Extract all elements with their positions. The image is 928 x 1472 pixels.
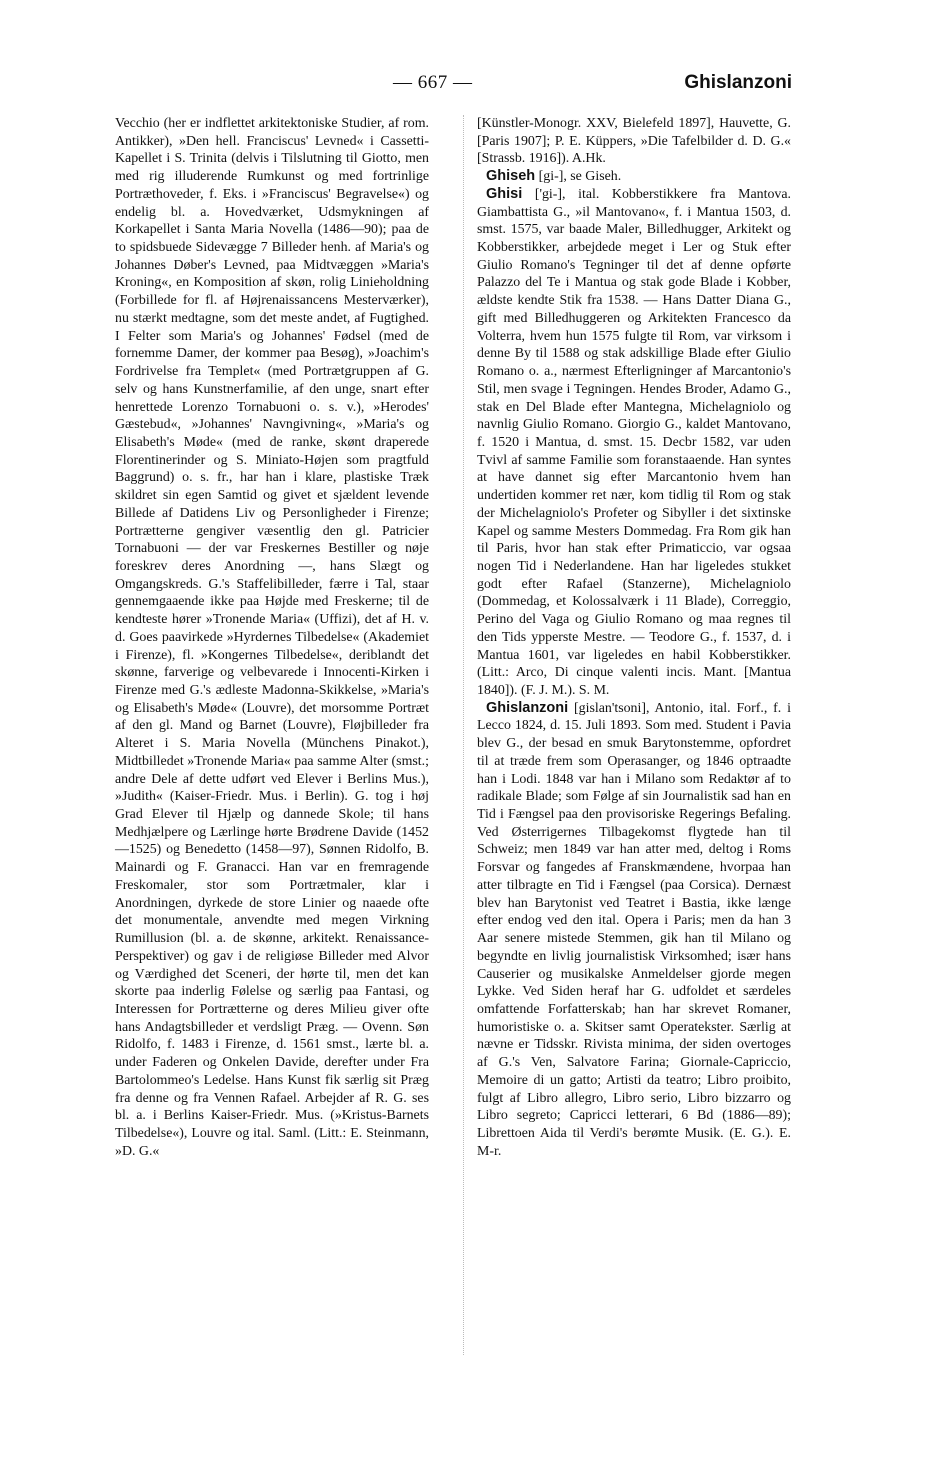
entry-body: [gislan'tsoni], Antonio, ital. Forf., f. i Lecco 1824, d. 15. Juli 1893. Som med. Student i Pavia blev G., der besad en smuk Barytonstemme, opfordret til at træde frem som Operasanger, og 1846 optraadte han i Lodi. 1848 var han i Milano som Redaktør af to radikale Blade; som Følge af sin Journalistik sad han en Tid i Fængsel paa den provisoriske Regerings Befaling. Ved Østerrigernes Tilbagekomst flygtede han til Schweiz; men 1849 var han atter med, deltog i Roms Forsvar og fangedes af Franskmændene, hvorpaa han atter tilbragte en Tid i Fængsel (paa Corsica). Dernæst blev han Barytonist ved Teatret i Bastia, ikke længe efter endog ved den ital. Opera i Paris; men da han 3 Aar senere mistede Stemmen, gik han til Milano og begyndte en livlig journalistisk Virksomhed; især hans Causerier og musikalske Anmeldelser gjorde megen Lykke. Ved Siden heraf har G. udfoldet et særdeles omfattende Forfatterskab; han har skrevet Romaner, humoristiske o. a. Skitser samt Operatekster. Særlig at nævne er Tidsskr. Rivista minima, der siden overtoges af G.'s Ven, Salvatore Farina; Giornale-Capriccio, Memoire di un gatto; Artisti da teatro; Libro proibito, fulgt af Libro allegro, Libro serio, Libro bizzarro og Libro segreto; Capricci letterari, 6 Bd (1886—89); Librettoen Aida til Verdi's berømte Musik. (E. G.). E. M-r.	[477, 700, 791, 1159]
entry-headword: Ghisi	[486, 185, 523, 202]
column-divider	[463, 115, 464, 1355]
entry-body: [gi-], se Giseh.	[538, 169, 622, 185]
left-column	[115, 115, 429, 1160]
page-number: — 667 —	[393, 72, 473, 93]
page-header	[120, 72, 792, 102]
left-column-text: Vecchio (her er indflettet arkitektoniske Studier, af rom. Antikker), »Den hell. Franciscus' Levned« i Cassetti-Kapellet i S. Trinita (delvis i Tilslutning til Giotto, men med rig illuderende Rumkunst og med fortrinlige Portræthoveder, f. Eks. i »Franciscus' Begravelse«) og endelig bl. a. Hovedværket, Udsmykningen af Korkapellet i Santa Maria Novella (1486—90); paa de to spidsbuede Sidevægge 7 Billeder henh. af Maria's og Johannes Døber's Levned, paa Midtvæggen »Maria's Kroning«, en Komposition af skøn, rolig Linieholdning (Forbillede for fl. af Højrenaissancens Mesterværker), nu stærkt medtagne, som det meste andet, af Fugtighed. I Felter som Maria's og Johannes' Fødsel (med de fornemme Damer, der kommer paa Besøg), »Joachim's Fordrivelse fra Templet« (med Portrætgruppen af G. selv og hans Kunstnerfamilie, af den unge, snart efter henrettede Lorenzo Tornabuoni o. s. v.), »Herodes' Gæstebud«, »Johannes' Navngivning«, »Maria's og Elisabeth's Møde« (med de ranke, skønt draperede Florentinerinder og S. Miniato-Højen som pragtfuld Baggrund) o. s. fr., har han i klare, plastiske Træk skildret sin egen Samtid og givet et sjældent levende Billede af Datidens Liv og Personligheder i Firenze; Portrætterne gengiver væsentlig den gl. Patricier Tornabuoni — der var Freskernes Bestiller og nøje foreskrev deres Anordning —, hans Slægt og Omgangskreds. G.'s Staffelibilleder, færre i Tal, staar gennemgaaende ikke paa Højde med Freskerne; til de kendteste hører »Tronende Maria« (Uffizi), det af H. v. d. Goes paavirkede »Hyrdernes Tilbedelse« (Akademiet i Firenze), fl. »Kongernes Tilbedelse«, deriblandt det skønne, farverige og velbevarede i Innocenti-Kirken i Firenze med G.'s ædleste Madonna-Skikkelse, »Maria's og Elisabeth's Møde« (Louvre), det morsomme Portræt af den gl. Mand og Barnet (Louvre), Fløjbilleder fra Alteret i S. Maria Novella (Münchens Pinakot.), Midtbilledet »Tronende Maria« paa samme Alter (smst.; andre Dele af dette udført ved Elever i Berlins Mus.), »Judith« (Kaiser-Friedr. Mus. i Berlin). G. tog i høj Grad Elever til Hjælp og dannede Skole; til hans Medhjælpere og Lærlinge hørte Brødrene Davide (1452—1525) og Benedetto (1458—97), Sønnen Ridolfo, B. Mainardi og F. Granacci. Han var en fremragende Freskomaler, stor som Portrætmaler, klar i Anordningen, dyrkede de store Linier og naaede ofte det monumentale, anvendte med megen Virkning Rumillusion (bl. a. de skønne, arkitekt. Renaissance-Perspektiver) og gav i de religiøse Billeder med Alvor og Værdighed det Sceneri, der hørte til, men det kan skorte paa inderlig Følelse og særlig paa Fantasi, og Interessen for Portrætterne og deres Milieu giver ofte hans Andagtsbilleder et verdsligt Præg. — Ovenn. Søn Ridolfo, f. 1483 i Firenze, d. 1561 smst., lærte bl. a. under Faderen og Onkelen Davide, derefter under Fra Bartolommeo's Ledelse. Hans Kunst fik særlig sit Præg fra denne og fra Vennen Rafael. Arbejder af R. G. ses bl. a. i Berlins Kaiser-Friedr. Mus. (»Kristus-Barnets Tilbedelse«), Louvre og ital. Saml. (Litt.: E. Steinmann, »D. G.«	[115, 116, 429, 1159]
continuation-text: [Künstler-Monogr. XXV, Bielefeld 1897], Hauvette, G. [Paris 1907]; P. E. Küppers, »Die Tafelbilder d. D. G.« [Strassb. 1916]). A.Hk.	[477, 116, 791, 167]
running-head: Ghislanzoni	[684, 72, 792, 93]
right-column	[477, 115, 791, 1160]
entry-ghisi	[477, 186, 791, 700]
entry-ghiseh	[477, 168, 791, 186]
entry-headword: Ghislanzoni	[486, 699, 569, 716]
entry-body: ['gi-], ital. Kobberstikkere fra Mantova. Giambattista G., »il Mantovano«, f. i Mantua 1503, d. smst. 1575, var baade Maler, Billedhugger, Arkitekt og Kobberstikker, arbejdede meget i Ler og Stuk efter Giulio Romano's Tegninger til det af denne opførte Palazzo del Te i Mantua og stak gode Blade i Kobber, ældste kendte Stik fra 1538. — Hans Datter Diana G., gift med Billedhuggeren og Arkitekten Francesco da Volterra, hvem hun 1575 fulgte til Rom, var virksom i denne By til 1588 og stak adskillige Blade efter Giulio Romano o. a., nærmest Efterligninger af Marcantonio's Stil, men svage i Tegningen. Hendes Broder, Adamo G., stak en Del Blade efter Mantegna, Michelagniolo og navnlig Giulio Romano. Giorgio G., kaldet Mantovano, f. 1520 i Mantua, d. smst. 15. Decbr 1582, var uden Tvivl af samme Familie som foranstaaende. Han syntes at have dannet sig efter Marcantonio hvem han undertiden kommer ret nær, kom tidlig til Rom og stak der Michelagniolo's Profeter og Sibyller i det sixtinske Kapel og samme Mesters Dommedag. Fra Rom gik han til Paris, hvor han stak efter Primaticcio, var ogsaa nogen Tid i Nederlandene. Han har ligeledes stukket godt efter Rafael (Stanzerne), Michelagniolo (Dommedag, et Kolossalværk i 11 Blade), Correggio, Perino del Vaga og Giulio Romano og maa regnes til den Tids ypperste Mestre. — Teodore G., f. 1537, d. i Mantua 1601, var ligeledes en habil Kobberstikker. (Litt.: Arco, Di cinque valenti incis. Mant. [Mantua 1840]). (F. J. M.). S. M.	[477, 186, 791, 698]
entry-ghislanzoni	[477, 700, 791, 1161]
entry-headword: Ghiseh	[486, 168, 536, 185]
